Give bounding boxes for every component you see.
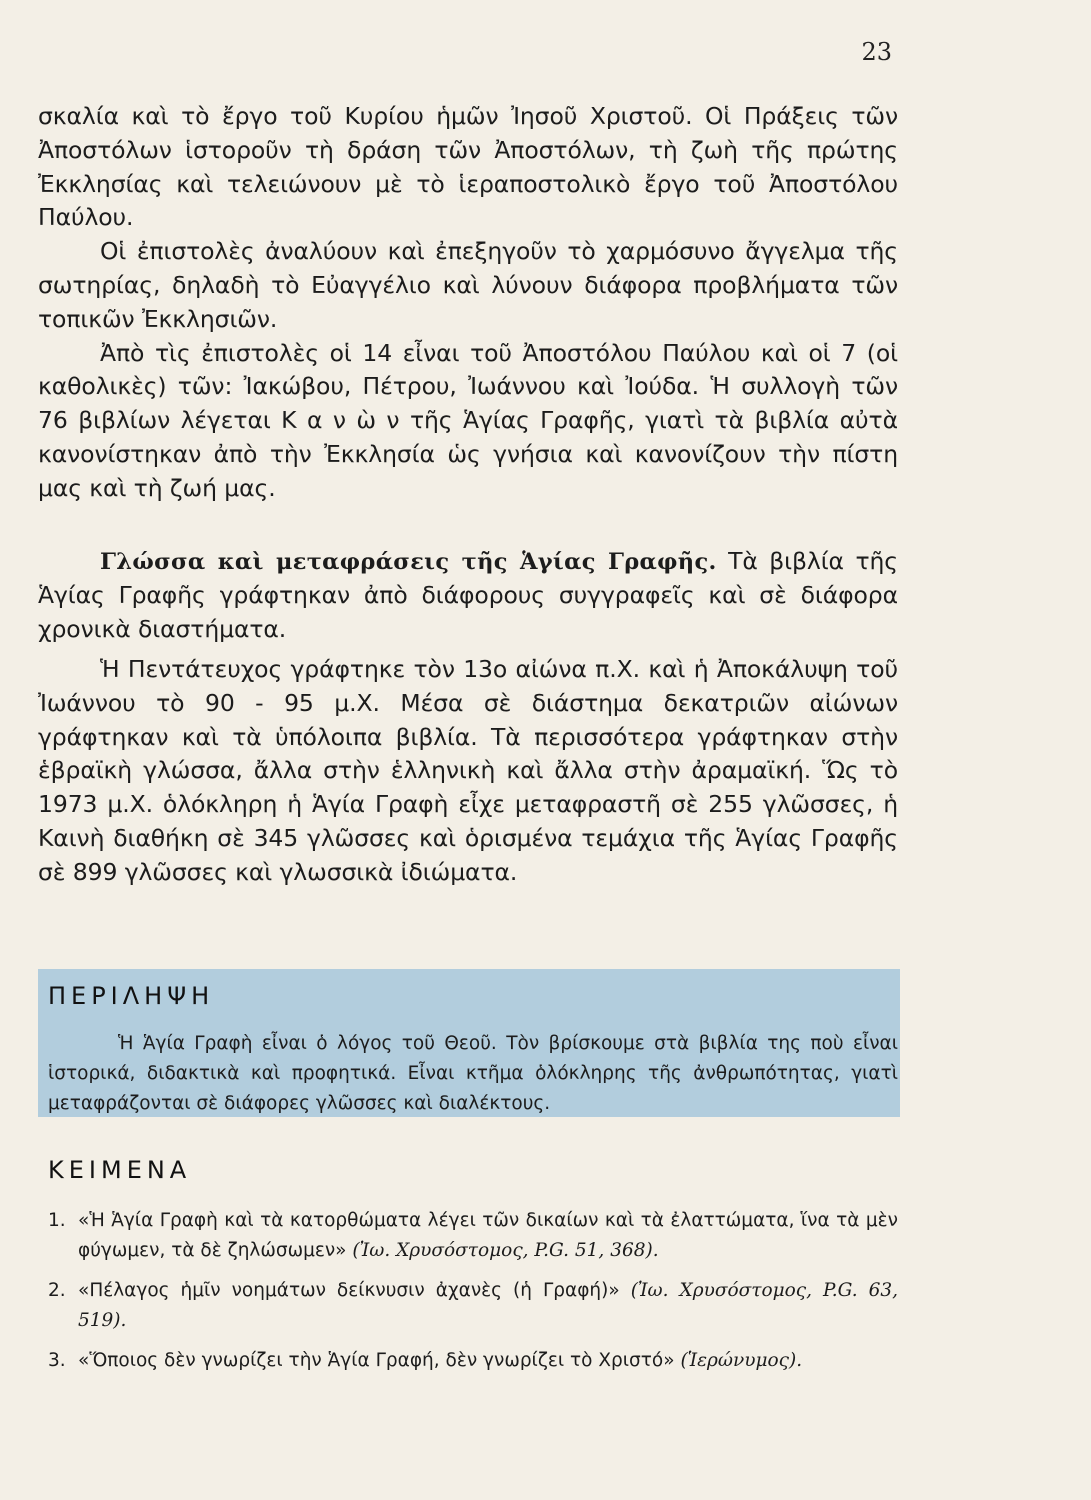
paragraph: Ἀπὸ τὶς ἐπιστολὲς οἱ 14 εἶναι τοῦ Ἀποστόλου Παύλου καὶ οἱ 7 (οἱ καθολικὲς) τῶν: Ἰακώβου, Πέτρου, Ἰωάννου καὶ Ἰούδα. Ἡ συλλογὴ τῶν 76 βιβλίων λέγεται Κ α ν ὼ ν τῆς Ἁγίας Γραφῆς, γιατὶ τὰ βιβλία αὐτὰ κανονίστηκαν ἀπὸ τὴν Ἐκκλησία ὡς γνήσια καὶ κανονίζουν τὴν πίστη μας καὶ τὴ ζωή μας. bbox=[38, 338, 898, 502]
page-number: 23 bbox=[861, 38, 892, 66]
section-title: Γλώσσα καὶ μεταφράσεις τῆς Ἁγίας Γραφῆς. bbox=[100, 548, 717, 575]
summary-text bbox=[48, 1029, 898, 1119]
quote-list bbox=[48, 1206, 898, 1386]
quote-text: «Ἡ Ἁγία Γραφὴ καὶ τὰ κατορθώματα λέγει τῶν δικαίων καὶ τὰ ἐλαττώματα, ἵνα τὰ μὲν φύγωμεν, τὰ δὲ ζηλώσωμεν» bbox=[78, 1210, 898, 1261]
main-text bbox=[38, 100, 898, 890]
paragraph: σκαλία καὶ τὸ ἔργο τοῦ Κυρίου ἡμῶν Ἰησοῦ Χριστοῦ. Οἱ Πράξεις τῶν Ἀποστόλων ἱστοροῦν τὴ δράση τῶν Ἀποστόλων, τὴ ζωὴ τῆς πρώτης Ἐκκλησίας καὶ τελειώνουν μὲ τὸ ἱεραποστολικὸ ἔργο τοῦ Ἀποστόλου Παύλου. bbox=[38, 102, 898, 232]
paragraph: Οἱ ἐπιστολὲς ἀναλύουν καὶ ἐπεξηγοῦν τὸ χαρμόσυνο ἄγγελμα τῆς σωτηρίας, δηλαδὴ τὸ Εὐαγγέλιο καὶ λύνουν διάφορα προβλήματα τῶν τοπικῶν Ἐκκλησιῶν. bbox=[38, 237, 898, 333]
quote-text: «Πέλαγος ἡμῖν νοημάτων δείκνυσιν ἀχανὲς (ἡ Γραφή)» bbox=[78, 1280, 620, 1301]
quote-reference: (Ἰω. Χρυσόστομος, P.G. 63, 519). bbox=[78, 1280, 899, 1331]
paragraph: Ἡ Πεντάτευχος γράφτηκε τὸν 13ο αἰώνα π.Χ. καὶ ἡ Ἀποκάλυψη τοῦ Ἰωάννου τὸ 90 - 95 μ.Χ. Μέσα σὲ διάστημα δεκατριῶν αἰώνων γράφτηκαν καὶ τὰ ὑπόλοιπα βιβλία. Τὰ περισσότερα γράφτηκαν στὴν ἑβραϊκὴ γλώσσα, ἄλλα στὴν ἑλληνικὴ καὶ ἄλλα στὴν ἀραμαϊκή. Ὥς τὸ 1973 μ.Χ. ὁλόκληρη ἡ Ἁγία Γραφὴ εἶχε μεταφραστῆ σὲ 255 γλῶσσες, ἡ Καινὴ διαθήκη σὲ 345 γλῶσσες καὶ ὁρισμένα τεμάχια τῆς Ἁγίας Γραφῆς σὲ 899 γλῶσσες καὶ γλωσσικὰ ἰδιώματα. bbox=[38, 654, 898, 886]
section-paragraph bbox=[38, 545, 898, 647]
quote-reference: (Ἰω. Χρυσόστομος, P.G. 51, 368). bbox=[352, 1240, 659, 1261]
section-text: Τὰ βιβλία τῆς Ἁγίας Γραφῆς γράφτηκαν ἀπὸ διάφορους συγγραφεῖς καὶ σὲ διάφορα χρονικὰ διαστήματα. bbox=[38, 546, 898, 644]
quote-number: 3. bbox=[48, 1350, 66, 1371]
quote-text: «Ὅποιος δὲν γνωρίζει τὴν Ἁγία Γραφή, δὲν γνωρίζει τὸ Χριστό» bbox=[78, 1350, 675, 1371]
quote-item bbox=[48, 1206, 898, 1266]
quote-item bbox=[48, 1276, 898, 1336]
summary-heading: ΠΕΡΙΛΗΨΗ bbox=[48, 982, 215, 1010]
texts-heading: ΚΕΙΜΕΝΑ bbox=[48, 1156, 192, 1184]
quote-reference: (Ἱερώνυμος). bbox=[680, 1350, 803, 1371]
quote-item bbox=[48, 1346, 898, 1376]
quote-number: 1. bbox=[48, 1210, 66, 1231]
quote-number: 2. bbox=[48, 1280, 66, 1301]
summary-paragraph: Ἡ Ἁγία Γραφὴ εἶναι ὁ λόγος τοῦ Θεοῦ. Τὸν βρίσκουμε στὰ βιβλία της ποὺ εἶναι ἱστορικά, διδακτικὰ καὶ προφητικά. Εἶναι κτῆμα ὁλόκληρης τῆς ἀνθρωπότητας, γιατὶ μεταφράζονται σὲ διάφορες γλῶσσες καὶ διαλέκτους. bbox=[48, 1033, 898, 1114]
